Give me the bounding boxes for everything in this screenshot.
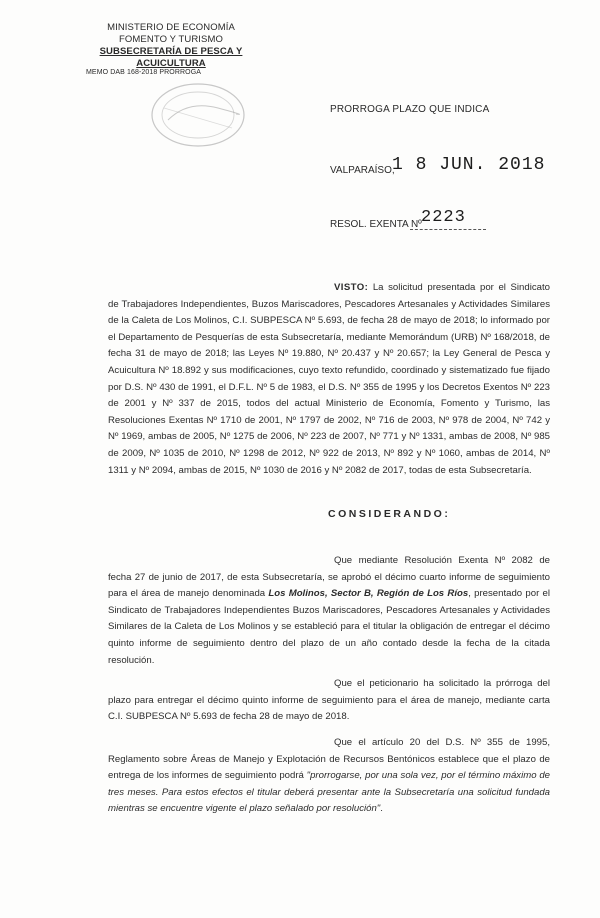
visto-text: La solicitud presentada por el Sindicato de Trabajadores Independientes, Buzos Mariscadores, Pescadores Artesanales y Actividades Similares de la Caleta de Los Molinos, C.I. SUBPESCA Nº 5.693, de fecha 28 de mayo de 2018; lo informado por el Departamento de Pesquerías de esta Subsecretaría, mediante Memorándum (URB) Nº 168/2018, de fecha 31 de mayo de 2018; las Leyes Nº 19.880, Nº 20.437 y Nº 20.657; la Ley General de Pesca y Acuicultura Nº 18.892 y sus modificaciones, cuyo texto refundido, coordinado y sistematizado fue fijado por D.S. Nº 430 de 1991, el D.F.L. Nº 5 de 1983, el D.S. Nº 355 de 1995 y los Decretos Exentos Nº 223 de 2001 y Nº 337 de 2015, todos del actual Ministerio de Economía, Fomento y Turismo, las Resoluciones Exentas Nº 1710 de 2001, Nº 1797 de 2002, Nº 716 de 2003, Nº 978 de 2004, Nº 742 y Nº 1969, ambas de 2005, Nº 1275 de 2006, Nº 223 de 2007, Nº 771 y Nº 1331, ambas de 2008, Nº 985 de 2009, Nº 1035 de 2010, Nº 1298 de 2012, Nº 922 de 2013, Nº 892 y Nº 1060, ambas de 2014, Nº 1311 y Nº 2094, ambas de 2015, Nº 1030 de 2016 y Nº 2082 de 2017, todas de esta Subsecretaría.: [108, 282, 550, 476]
visto-lead: VISTO:: [334, 282, 369, 293]
date-stamp: 1 8 JUN. 2018: [392, 155, 546, 175]
c1-place-name: Los Molinos, Sector B, Región de Los Ríos: [268, 588, 469, 600]
place-label: VALPARAÍSO,: [330, 165, 395, 176]
c2-text: Que el peticionario ha solicitado la prórroga del plazo para entregar el décimo quinto informe de seguimiento para el área de manejo, mediante carta C.I. SUBPESCA Nº 5.693 de fecha 28 de mayo de 2018.: [108, 678, 550, 723]
considerando-paragraph-1: [108, 553, 550, 669]
c1-text-a: Que mediante Resolución Exenta Nº 2082 de fecha 27 de junio de 2017, de esta Subsecretaría, se aprobó el décimo cuarto informe de seguimiento para el área de manejo denominada: [108, 555, 550, 600]
visto-paragraph: [108, 280, 550, 479]
c3-text-b: .: [380, 803, 383, 815]
document-subject: PRORROGA PLAZO QUE INDICA: [330, 104, 490, 115]
considerando-heading: CONSIDERANDO:: [328, 508, 451, 520]
letterhead: [86, 22, 256, 76]
considerando-paragraph-2: [108, 676, 550, 726]
ministry-line-1: MINISTERIO DE ECONOMÍA: [107, 22, 235, 33]
c3-quote: "prorrogarse, por una sola vez, por el término máximo de tres meses. Para estos efectos el titular deberá presentar ante la Subsecretaría una solicitud fundada mientras se encuentre vigente el plazo señalado por resolución": [108, 770, 551, 815]
official-seal-stamp: [148, 80, 248, 150]
ministry-line-2: FOMENTO Y TURISMO: [119, 34, 223, 45]
resolution-label: RESOL. EXENTA Nº: [330, 219, 422, 230]
resolution-underline: [410, 229, 486, 230]
memo-reference: MEMO DAB 168-2018 PRORROGA: [86, 69, 202, 76]
c3-text-a: Que el artículo 20 del D.S. Nº 355 de 1995, Reglamento sobre Áreas de Manejo y Explotación de Recursos Bentónicos establece que el plazo de entrega de los informes de seguimiento podrá: [108, 737, 550, 782]
resolution-number: 2223: [421, 208, 466, 227]
subsecretaria-line: SUBSECRETARÍA DE PESCA Y ACUICULTURA: [99, 46, 243, 69]
c1-text-b: , presentado por el Sindicato de Trabajadores Independientes Buzos Mariscadores, Pescadores Artesanales y Actividades Similares de la Caleta de Los Molinos y se estableció para el titular la obligación de entregar el décimo quinto informe de seguimiento dentro del plazo de un año contado desde la fecha de la citada resolución.: [108, 588, 550, 666]
considerando-paragraph-3: [108, 735, 550, 818]
